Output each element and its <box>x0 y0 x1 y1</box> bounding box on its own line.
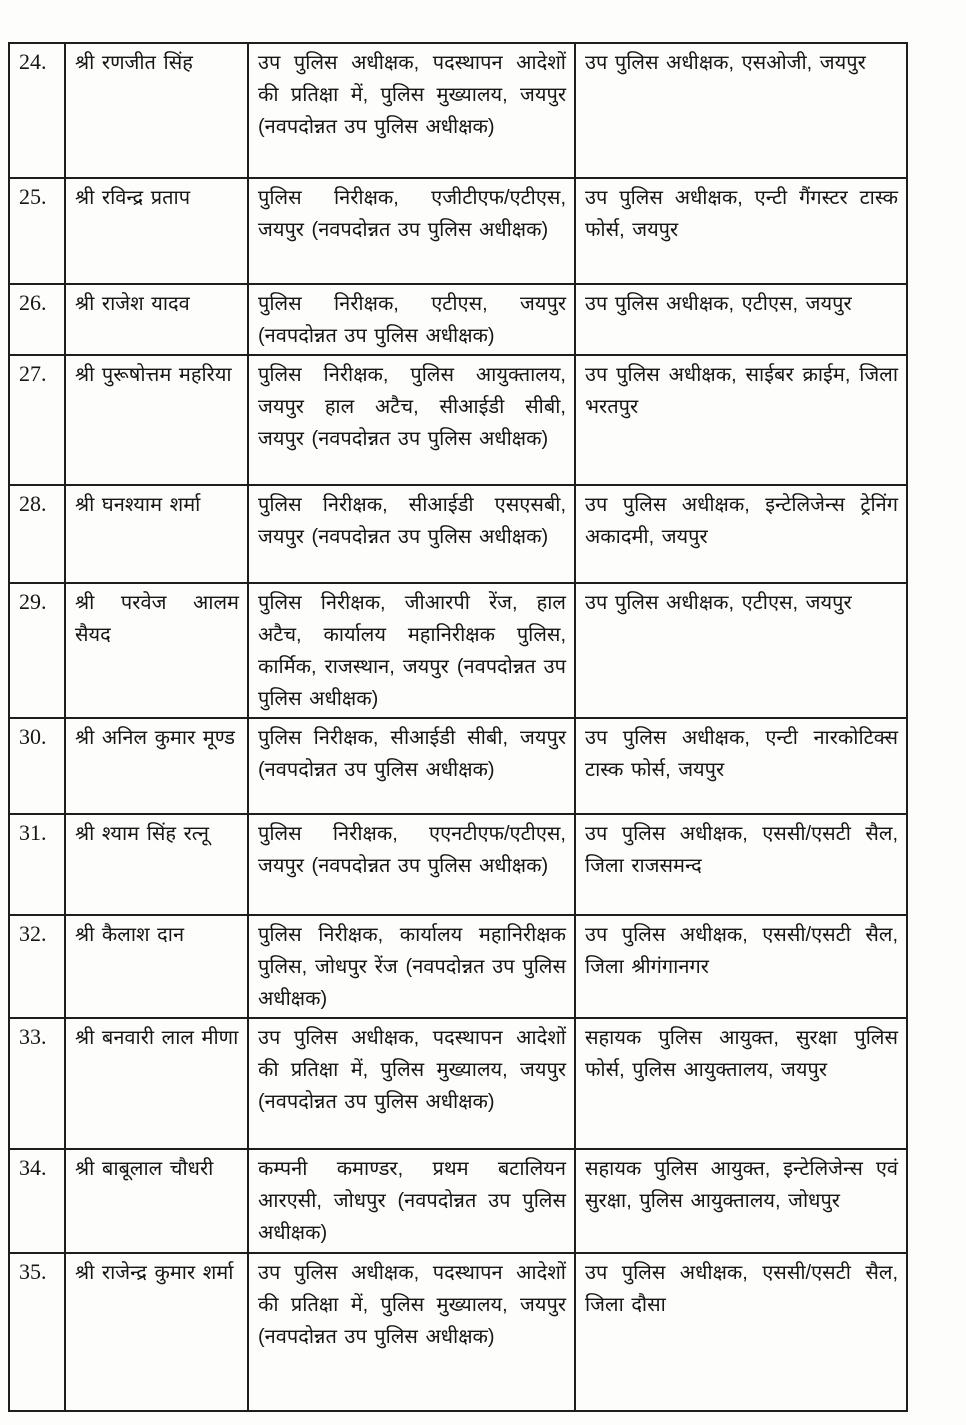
serial-number-cell: 29. <box>9 583 65 718</box>
new-posting-cell: सहायक पुलिस आयुक्त, सुरक्षा पुलिस फोर्स, पुलिस आयुक्तालय, जयपुर <box>575 1018 907 1149</box>
new-posting-cell: उप पुलिस अधीक्षक, एन्टी नारकोटिक्स टास्क फोर्स, जयपुर <box>575 718 907 814</box>
officer-name-cell: श्री अनिल कुमार मूण्ड <box>65 718 248 814</box>
present-posting-cell: पुलिस निरीक्षक, पुलिस आयुक्तालय, जयपुर हाल अटैच, सीआईडी सीबी, जयपुर (नवपदोन्नत उप पुलिस अधीक्षक) <box>248 355 575 485</box>
serial-number-cell: 25. <box>9 178 65 284</box>
present-posting-cell: पुलिस निरीक्षक, एजीटीएफ/एटीएस, जयपुर (नवपदोन्नत उप पुलिस अधीक्षक) <box>248 178 575 284</box>
present-posting-cell: पुलिस निरीक्षक, जीआरपी रेंज, हाल अटैच, कार्यालय महानिरीक्षक पुलिस, कार्मिक, राजस्थान, जयपुर (नवपदोन्नत उप पुलिस अधीक्षक) <box>248 583 575 718</box>
table-row <box>9 718 907 814</box>
officer-name-cell: श्री राजेश यादव <box>65 284 248 355</box>
present-posting-cell: पुलिस निरीक्षक, कार्यालय महानिरीक्षक पुलिस, जोधपुर रेंज (नवपदोन्नत उप पुलिस अधीक्षक) <box>248 915 575 1018</box>
table-row <box>9 915 907 1018</box>
present-posting-cell: पुलिस निरीक्षक, सीआईडी सीबी, जयपुर (नवपदोन्नत उप पुलिस अधीक्षक) <box>248 718 575 814</box>
officer-name-cell: श्री परवेज आलम सैयद <box>65 583 248 718</box>
officer-name-cell: श्री घनश्याम शर्मा <box>65 485 248 583</box>
table-row <box>9 814 907 915</box>
table-row <box>9 178 907 284</box>
officer-name-cell: श्री कैलाश दान <box>65 915 248 1018</box>
table-row <box>9 355 907 485</box>
serial-number-cell: 32. <box>9 915 65 1018</box>
serial-number-cell: 28. <box>9 485 65 583</box>
present-posting-cell: कम्पनी कमाण्डर, प्रथम बटालियन आरएसी, जोधपुर (नवपदोन्नत उप पुलिस अधीक्षक) <box>248 1149 575 1253</box>
officer-name-cell: श्री रणजीत सिंह <box>65 43 248 178</box>
present-posting-cell: उप पुलिस अधीक्षक, पदस्थापन आदेशों की प्रतिक्षा में, पुलिस मुख्यालय, जयपुर (नवपदोन्नत उप पुलिस अधीक्षक) <box>248 1253 575 1411</box>
serial-number-cell: 26. <box>9 284 65 355</box>
table-row <box>9 485 907 583</box>
table-row <box>9 1253 907 1411</box>
officer-name-cell: श्री पुरूषोत्तम महरिया <box>65 355 248 485</box>
officer-name-cell: श्री बाबूलाल चौधरी <box>65 1149 248 1253</box>
serial-number-cell: 35. <box>9 1253 65 1411</box>
present-posting-cell: पुलिस निरीक्षक, सीआईडी एसएसबी, जयपुर (नवपदोन्नत उप पुलिस अधीक्षक) <box>248 485 575 583</box>
new-posting-cell: उप पुलिस अधीक्षक, एससी/एसटी सैल, जिला श्रीगंगानगर <box>575 915 907 1018</box>
officer-name-cell: श्री रविन्द्र प्रताप <box>65 178 248 284</box>
table-row <box>9 583 907 718</box>
table-row <box>9 1018 907 1149</box>
present-posting-cell: उप पुलिस अधीक्षक, पदस्थापन आदेशों की प्रतिक्षा में, पुलिस मुख्यालय, जयपुर (नवपदोन्नत उप पुलिस अधीक्षक) <box>248 43 575 178</box>
officer-name-cell: श्री राजेन्द्र कुमार शर्मा <box>65 1253 248 1411</box>
new-posting-cell: उप पुलिस अधीक्षक, इन्टेलिजेन्स ट्रेनिंग अकादमी, जयपुर <box>575 485 907 583</box>
officer-posting-table-body <box>9 43 907 1411</box>
new-posting-cell: उप पुलिस अधीक्षक, एन्टी गैंगस्टर टास्क फोर्स, जयपुर <box>575 178 907 284</box>
officer-posting-table <box>8 42 908 1412</box>
table-row <box>9 43 907 178</box>
new-posting-cell: उप पुलिस अधीक्षक, एससी/एसटी सैल, जिला राजसमन्द <box>575 814 907 915</box>
present-posting-cell: उप पुलिस अधीक्षक, पदस्थापन आदेशों की प्रतिक्षा में, पुलिस मुख्यालय, जयपुर (नवपदोन्नत उप पुलिस अधीक्षक) <box>248 1018 575 1149</box>
new-posting-cell: उप पुलिस अधीक्षक, एटीएस, जयपुर <box>575 583 907 718</box>
officer-name-cell: श्री बनवारी लाल मीणा <box>65 1018 248 1149</box>
new-posting-cell: उप पुलिस अधीक्षक, साईबर क्राईम, जिला भरतपुर <box>575 355 907 485</box>
table-row <box>9 284 907 355</box>
table-row <box>9 1149 907 1253</box>
serial-number-cell: 24. <box>9 43 65 178</box>
serial-number-cell: 33. <box>9 1018 65 1149</box>
new-posting-cell: उप पुलिस अधीक्षक, एसओजी, जयपुर <box>575 43 907 178</box>
new-posting-cell: उप पुलिस अधीक्षक, एटीएस, जयपुर <box>575 284 907 355</box>
serial-number-cell: 30. <box>9 718 65 814</box>
new-posting-cell: उप पुलिस अधीक्षक, एससी/एसटी सैल, जिला दौसा <box>575 1253 907 1411</box>
present-posting-cell: पुलिस निरीक्षक, एएनटीएफ/एटीएस, जयपुर (नवपदोन्नत उप पुलिस अधीक्षक) <box>248 814 575 915</box>
present-posting-cell: पुलिस निरीक्षक, एटीएस, जयपुर (नवपदोन्नत उप पुलिस अधीक्षक) <box>248 284 575 355</box>
serial-number-cell: 31. <box>9 814 65 915</box>
serial-number-cell: 34. <box>9 1149 65 1253</box>
officer-name-cell: श्री श्याम सिंह रत्नू <box>65 814 248 915</box>
serial-number-cell: 27. <box>9 355 65 485</box>
new-posting-cell: सहायक पुलिस आयुक्त, इन्टेलिजेन्स एवं सुरक्षा, पुलिस आयुक्तालय, जोधपुर <box>575 1149 907 1253</box>
